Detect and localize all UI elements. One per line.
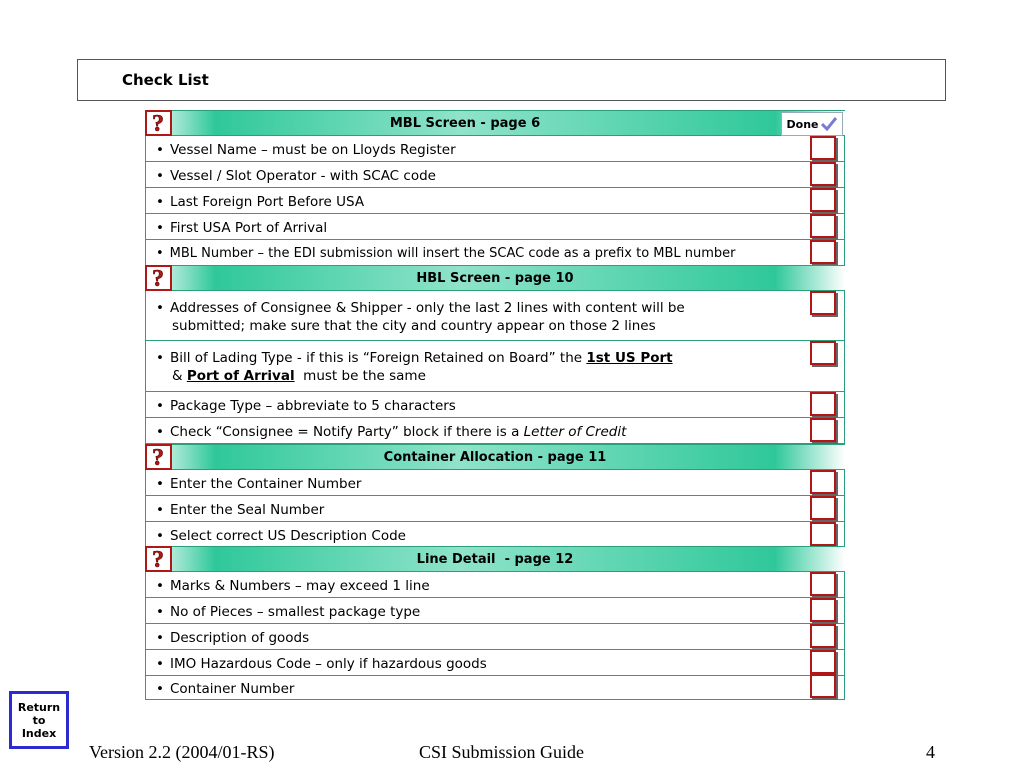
done-checkbox[interactable]	[810, 240, 836, 264]
done-checkbox[interactable]	[810, 188, 836, 212]
checklist-item: • Bill of Lading Type - if this is “Foreign Retained on Board” the 1st US Port & Port of Arrival must be the same	[145, 341, 845, 392]
return-to-index-button[interactable]	[9, 691, 69, 749]
item-text-end: must be the same	[294, 368, 426, 384]
checklist-item: • Marks & Numbers – may exceed 1 line	[145, 572, 845, 598]
section-header-hbl	[145, 265, 845, 291]
item-text: Last Foreign Port Before USA	[169, 194, 365, 210]
item-text: Package Type – abbreviate to 5 characters	[169, 398, 456, 414]
checklist	[145, 110, 845, 700]
item-text: MBL Number – the EDI submission will insert the SCAC code as a prefix to MBL number	[169, 246, 736, 261]
done-column-header	[781, 112, 843, 136]
section-header-container-allocation	[145, 444, 845, 470]
title-box	[77, 59, 946, 101]
return-label-line1: Return	[17, 700, 61, 714]
checklist-item: • Enter the Seal Number	[145, 496, 845, 522]
done-checkbox[interactable]	[810, 496, 836, 520]
checklist-item: • Enter the Container Number	[145, 470, 845, 496]
checklist-item: • IMO Hazardous Code – only if hazardous goods	[145, 650, 845, 676]
item-text: Check “Consignee = Notify Party” block if there is a	[169, 424, 524, 440]
checklist-item: • Package Type – abbreviate to 5 characters	[145, 392, 845, 418]
checklist-item: • Addresses of Consignee & Shipper - only the last 2 lines with content will be submitted; make sure that the city and country appear on those 2 lines	[145, 291, 845, 341]
section-title: Line Detail - page 12	[416, 552, 574, 567]
section-header-mbl	[145, 110, 845, 136]
return-label-line2: to	[32, 713, 46, 727]
svg-text:?: ?	[151, 548, 164, 570]
done-checkbox[interactable]	[810, 418, 836, 442]
letter-of-credit-italic: Letter of Credit	[523, 424, 627, 440]
footer-version: Version 2.2 (2004/01-RS)	[89, 742, 275, 762]
item-text: Marks & Numbers – may exceed 1 line	[169, 578, 430, 594]
item-text: Addresses of Consignee & Shipper - only the last 2 lines with content will be	[169, 300, 685, 316]
checklist-item: • Check “Consignee = Notify Party” block if there is a Letter of Credit	[145, 418, 845, 444]
done-checkbox[interactable]	[810, 162, 836, 186]
done-checkbox[interactable]	[810, 136, 836, 160]
item-text: Description of goods	[169, 630, 310, 646]
first-us-port-emphasis: 1st US Port	[586, 350, 673, 366]
page-title: Check List	[122, 71, 209, 89]
checklist-item: • Vessel / Slot Operator - with SCAC code	[145, 162, 845, 188]
checklist-item: • Container Number	[145, 676, 845, 700]
return-label-line3: Index	[21, 726, 57, 740]
checklist-item: • Select correct US Description Code	[145, 522, 845, 548]
item-text: First USA Port of Arrival	[169, 220, 328, 236]
done-checkbox[interactable]	[810, 392, 836, 416]
checklist-item: • First USA Port of Arrival	[145, 214, 845, 240]
done-checkbox[interactable]	[810, 572, 836, 596]
section-header-line-detail	[145, 546, 845, 572]
svg-text:?: ?	[151, 267, 164, 289]
item-text: No of Pieces – smallest package type	[169, 604, 421, 620]
section-title: MBL Screen - page 6	[389, 116, 541, 131]
done-checkbox[interactable]	[810, 341, 836, 365]
svg-text:?: ?	[151, 112, 164, 134]
section-title: Container Allocation - page 11	[383, 450, 607, 465]
done-label: Done	[786, 117, 819, 131]
item-text: IMO Hazardous Code – only if hazardous goods	[169, 656, 487, 672]
footer-page-number: 4	[926, 742, 935, 762]
checklist-item: • MBL Number – the EDI submission will insert the SCAC code as a prefix to MBL number	[145, 240, 845, 266]
item-text: Container Number	[169, 681, 295, 697]
checklist-item: • No of Pieces – smallest package type	[145, 598, 845, 624]
checklist-item: • Description of goods	[145, 624, 845, 650]
done-checkbox[interactable]	[810, 674, 836, 698]
done-checkbox[interactable]	[810, 650, 836, 674]
done-checkbox[interactable]	[810, 291, 836, 315]
item-text: Vessel Name – must be on Lloyds Register	[169, 142, 456, 158]
port-of-arrival-emphasis: Port of Arrival	[186, 368, 295, 384]
item-text: Enter the Container Number	[169, 476, 362, 492]
item-text: Enter the Seal Number	[169, 502, 325, 518]
checklist-item: • Last Foreign Port Before USA	[145, 188, 845, 214]
done-checkbox[interactable]	[810, 470, 836, 494]
item-text: Vessel / Slot Operator - with SCAC code	[169, 168, 436, 184]
checkmark-icon	[821, 117, 837, 131]
done-checkbox[interactable]	[810, 214, 836, 238]
section-title: HBL Screen - page 10	[416, 271, 574, 286]
done-checkbox[interactable]	[810, 522, 836, 546]
item-text-line2: submitted; make sure that the city and country appear on those 2 lines	[172, 318, 656, 334]
svg-text:?: ?	[151, 446, 164, 468]
done-checkbox[interactable]	[810, 624, 836, 648]
item-text: Bill of Lading Type - if this is “Foreign Retained on Board” the	[169, 350, 587, 366]
ampersand-text: &	[172, 368, 187, 384]
item-text: Select correct US Description Code	[169, 528, 406, 544]
footer-guide-title: CSI Submission Guide	[419, 742, 585, 762]
done-checkbox[interactable]	[810, 598, 836, 622]
checklist-item: • Vessel Name – must be on Lloyds Register	[145, 136, 845, 162]
